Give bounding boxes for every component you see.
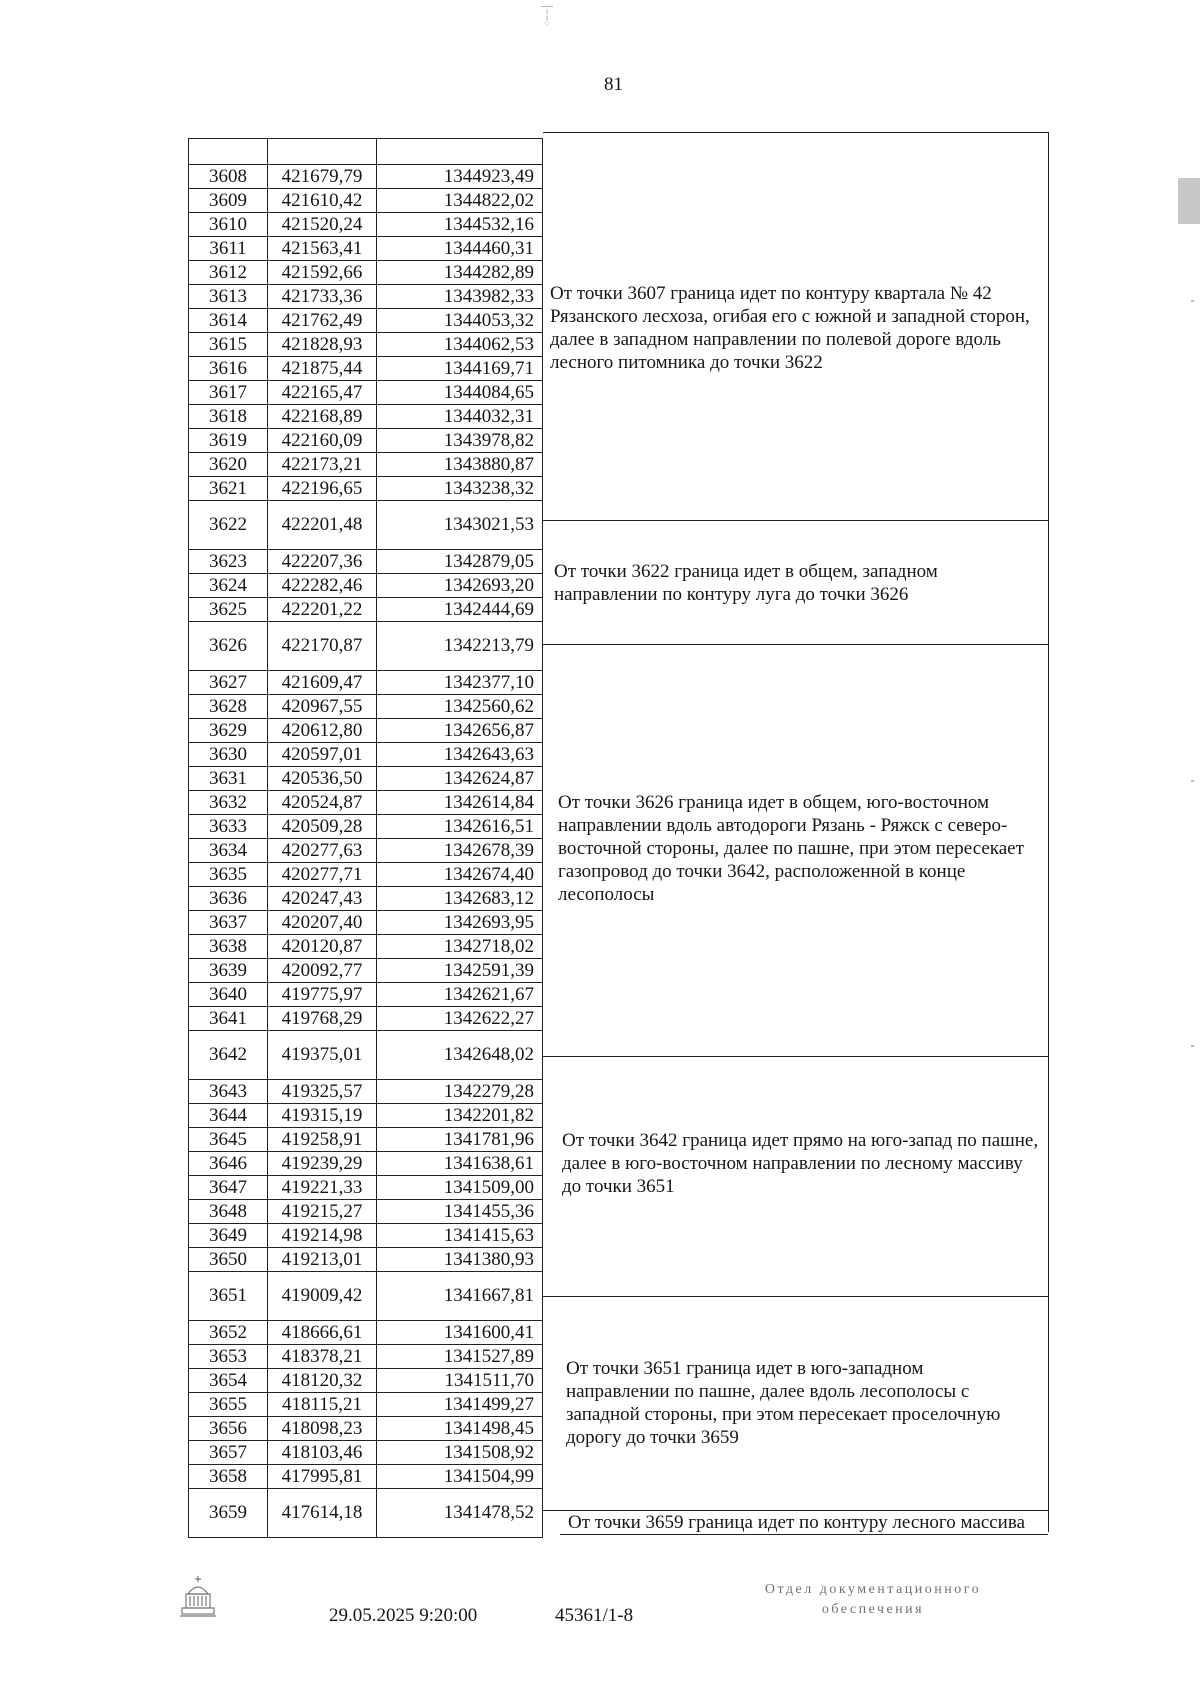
- point-number-cell: 3609: [189, 189, 268, 213]
- y-coordinate-cell: 1342656,87: [377, 719, 543, 743]
- x-coordinate-cell: 421610,42: [268, 189, 377, 213]
- y-coordinate-cell: 1341527,89: [377, 1345, 543, 1369]
- table-row: [189, 1345, 543, 1369]
- table-row: [189, 671, 543, 695]
- y-coordinate-cell: 1342879,05: [377, 550, 543, 574]
- table-row: [189, 501, 543, 550]
- x-coordinate-cell: 422173,21: [268, 453, 377, 477]
- table-row: [189, 1200, 543, 1224]
- table-row: [189, 285, 543, 309]
- table-row: [189, 333, 543, 357]
- x-coordinate-cell: 419213,01: [268, 1248, 377, 1272]
- table-row: [189, 213, 543, 237]
- y-coordinate-cell: 1341478,52: [377, 1489, 543, 1538]
- x-coordinate-cell: 420967,55: [268, 695, 377, 719]
- x-coordinate-cell: 420120,87: [268, 935, 377, 959]
- page-number: 81: [604, 74, 623, 95]
- x-coordinate-cell: 420597,01: [268, 743, 377, 767]
- y-coordinate-cell: 1342279,28: [377, 1080, 543, 1104]
- table-row: [189, 453, 543, 477]
- scan-artifact: ╌╌ ╎ ⁘: [540, 2, 554, 29]
- y-coordinate-cell: 1344032,31: [377, 405, 543, 429]
- y-coordinate-cell: 1344460,31: [377, 237, 543, 261]
- table-row: [189, 935, 543, 959]
- table-row: [189, 911, 543, 935]
- y-coordinate-cell: 1342718,02: [377, 935, 543, 959]
- point-number-cell: 3647: [189, 1176, 268, 1200]
- x-coordinate-cell: 420092,77: [268, 959, 377, 983]
- table-row: [189, 1224, 543, 1248]
- y-coordinate-cell: 1343880,87: [377, 453, 543, 477]
- point-number-cell: 3650: [189, 1248, 268, 1272]
- x-coordinate-cell: 420277,63: [268, 839, 377, 863]
- x-coordinate-cell: 419009,42: [268, 1272, 377, 1321]
- y-coordinate-cell: 1343021,53: [377, 501, 543, 550]
- table-row: [189, 477, 543, 501]
- x-coordinate-cell: 420612,80: [268, 719, 377, 743]
- table-row: [189, 1417, 543, 1441]
- y-coordinate-cell: 1342678,39: [377, 839, 543, 863]
- x-coordinate-cell: 421828,93: [268, 333, 377, 357]
- point-number-cell: 3655: [189, 1393, 268, 1417]
- y-coordinate-cell: 1342616,51: [377, 815, 543, 839]
- table-row: [189, 767, 543, 791]
- table-row: [189, 1272, 543, 1321]
- scan-edge-dot: [1191, 780, 1194, 782]
- x-coordinate-cell: 419239,29: [268, 1152, 377, 1176]
- point-number-cell: 3631: [189, 767, 268, 791]
- footer-stamp-line1: Отдел документационного: [764, 1582, 982, 1597]
- x-coordinate-cell: 422168,89: [268, 405, 377, 429]
- table-row: [189, 189, 543, 213]
- y-coordinate-cell: 1343978,82: [377, 429, 543, 453]
- y-coordinate-cell: 1344053,32: [377, 309, 543, 333]
- y-coordinate-cell: 1341638,61: [377, 1152, 543, 1176]
- y-coordinate-cell: 1342614,84: [377, 791, 543, 815]
- point-number-cell: 3622: [189, 501, 268, 550]
- x-coordinate-cell: 420277,71: [268, 863, 377, 887]
- coordinates-table: [188, 138, 543, 1538]
- table-row: [189, 1152, 543, 1176]
- point-number-cell: 3617: [189, 381, 268, 405]
- point-number-cell: 3648: [189, 1200, 268, 1224]
- y-coordinate-cell: 1344062,53: [377, 333, 543, 357]
- footer-stamp-line2: обеспечения: [821, 1602, 925, 1617]
- table-row: [189, 165, 543, 189]
- point-number-cell: 3641: [189, 1007, 268, 1031]
- x-coordinate-cell: 421875,44: [268, 357, 377, 381]
- x-coordinate-cell: 420509,28: [268, 815, 377, 839]
- x-coordinate-cell: 419221,33: [268, 1176, 377, 1200]
- y-coordinate-cell: 1344084,65: [377, 381, 543, 405]
- point-number-cell: 3618: [189, 405, 268, 429]
- scan-edge-dot: [1191, 300, 1194, 302]
- table-row: [189, 863, 543, 887]
- description-column: [543, 132, 1053, 1536]
- y-coordinate-cell: 1341508,92: [377, 1441, 543, 1465]
- point-number-cell: 3627: [189, 671, 268, 695]
- x-coordinate-cell: 418103,46: [268, 1441, 377, 1465]
- description-3659: От точки 3659 граница идет по контуру лесного массива: [568, 1512, 1026, 1533]
- x-coordinate-cell: 422201,22: [268, 598, 377, 622]
- point-number-cell: 3653: [189, 1345, 268, 1369]
- y-coordinate-cell: 1341511,70: [377, 1369, 543, 1393]
- point-number-cell: 3657: [189, 1441, 268, 1465]
- y-coordinate-cell: 1342444,69: [377, 598, 543, 622]
- point-number-cell: 3659: [189, 1489, 268, 1538]
- y-coordinate-cell: 1341600,41: [377, 1321, 543, 1345]
- x-coordinate-cell: 421762,49: [268, 309, 377, 333]
- point-number-cell: 3623: [189, 550, 268, 574]
- table-row: [189, 550, 543, 574]
- x-coordinate-cell: 419214,98: [268, 1224, 377, 1248]
- x-coordinate-cell: 421679,79: [268, 165, 377, 189]
- y-coordinate-cell: 1342643,63: [377, 743, 543, 767]
- description-3642-3651: От точки 3642 граница идет прямо на юго-запад по пашне, далее в юго-восточном направлении по лесному массиву до точки 3651: [562, 1130, 1039, 1197]
- y-coordinate-cell: 1342674,40: [377, 863, 543, 887]
- y-coordinate-cell: 1344282,89: [377, 261, 543, 285]
- point-number-cell: 3646: [189, 1152, 268, 1176]
- table-row: [189, 598, 543, 622]
- table-row: [189, 1441, 543, 1465]
- table-row: [189, 815, 543, 839]
- table-row: [189, 743, 543, 767]
- point-number-cell: 3610: [189, 213, 268, 237]
- point-number-cell: 3615: [189, 333, 268, 357]
- point-number-cell: 3643: [189, 1080, 268, 1104]
- x-coordinate-cell: 419315,19: [268, 1104, 377, 1128]
- table-row: [189, 983, 543, 1007]
- point-number-cell: 3624: [189, 574, 268, 598]
- table-row: [189, 887, 543, 911]
- y-coordinate-cell: [377, 139, 543, 165]
- point-number-cell: 3629: [189, 719, 268, 743]
- y-coordinate-cell: 1344923,49: [377, 165, 543, 189]
- x-coordinate-cell: 418098,23: [268, 1417, 377, 1441]
- table-row: [189, 959, 543, 983]
- y-coordinate-cell: 1344169,71: [377, 357, 543, 381]
- table-row: [189, 1031, 543, 1080]
- scan-edge-dot: [1191, 1045, 1194, 1047]
- point-number-cell: 3619: [189, 429, 268, 453]
- x-coordinate-cell: 419375,01: [268, 1031, 377, 1080]
- x-coordinate-cell: 422201,48: [268, 501, 377, 550]
- point-number-cell: 3632: [189, 791, 268, 815]
- y-coordinate-cell: 1342648,02: [377, 1031, 543, 1080]
- table-row: [189, 261, 543, 285]
- x-coordinate-cell: 417995,81: [268, 1465, 377, 1489]
- point-number-cell: 3614: [189, 309, 268, 333]
- y-coordinate-cell: 1342693,95: [377, 911, 543, 935]
- x-coordinate-cell: 419775,97: [268, 983, 377, 1007]
- description-divider: [543, 1296, 1048, 1297]
- y-coordinate-cell: 1342621,67: [377, 983, 543, 1007]
- x-coordinate-cell: 421592,66: [268, 261, 377, 285]
- x-coordinate-cell: 418378,21: [268, 1345, 377, 1369]
- x-coordinate-cell: 422282,46: [268, 574, 377, 598]
- point-number-cell: 3652: [189, 1321, 268, 1345]
- point-number-cell: 3637: [189, 911, 268, 935]
- point-number-cell: 3611: [189, 237, 268, 261]
- y-coordinate-cell: 1342560,62: [377, 695, 543, 719]
- table-row: [189, 1176, 543, 1200]
- y-coordinate-cell: 1341455,36: [377, 1200, 543, 1224]
- point-number-cell: 3645: [189, 1128, 268, 1152]
- table-row: [189, 1465, 543, 1489]
- description-divider: [543, 520, 1048, 521]
- x-coordinate-cell: 419215,27: [268, 1200, 377, 1224]
- y-coordinate-cell: 1344532,16: [377, 213, 543, 237]
- point-number-cell: 3625: [189, 598, 268, 622]
- x-coordinate-cell: 422207,36: [268, 550, 377, 574]
- table-row: [189, 1080, 543, 1104]
- table-row: [189, 622, 543, 671]
- y-coordinate-cell: 1344822,02: [377, 189, 543, 213]
- table-row: [189, 1007, 543, 1031]
- description-divider: [543, 644, 1048, 645]
- point-number-cell: 3608: [189, 165, 268, 189]
- y-coordinate-cell: 1343982,33: [377, 285, 543, 309]
- point-number-cell: 3612: [189, 261, 268, 285]
- point-number-cell: 3651: [189, 1272, 268, 1321]
- description-3651-3659: От точки 3651 граница идет в юго-западном направлении по пашне, далее вдоль лесополосы с западной стороны, при этом пересекает проселочную дорогу до точки 3659: [566, 1358, 1001, 1448]
- x-coordinate-cell: [268, 139, 377, 165]
- point-number-cell: 3626: [189, 622, 268, 671]
- y-coordinate-cell: 1341667,81: [377, 1272, 543, 1321]
- y-coordinate-cell: 1341499,27: [377, 1393, 543, 1417]
- table-row: [189, 695, 543, 719]
- point-number-cell: 3634: [189, 839, 268, 863]
- x-coordinate-cell: 420536,50: [268, 767, 377, 791]
- table-row: [189, 1489, 543, 1538]
- table-row: [189, 381, 543, 405]
- x-coordinate-cell: 419325,57: [268, 1080, 377, 1104]
- x-coordinate-cell: 418115,21: [268, 1393, 377, 1417]
- table-row: [189, 574, 543, 598]
- y-coordinate-cell: 1341498,45: [377, 1417, 543, 1441]
- point-number-cell: 3638: [189, 935, 268, 959]
- x-coordinate-cell: 422160,09: [268, 429, 377, 453]
- point-number-cell: 3658: [189, 1465, 268, 1489]
- table-row: [189, 357, 543, 381]
- table-row: [189, 1369, 543, 1393]
- point-number-cell: 3635: [189, 863, 268, 887]
- table-row: [189, 405, 543, 429]
- footer-document-number: 45361/1-8: [555, 1605, 634, 1626]
- emblem-logo: [178, 1572, 218, 1622]
- y-coordinate-cell: 1341504,99: [377, 1465, 543, 1489]
- y-coordinate-cell: 1341380,93: [377, 1248, 543, 1272]
- point-number-cell: 3636: [189, 887, 268, 911]
- point-number-cell: 3628: [189, 695, 268, 719]
- point-number-cell: 3654: [189, 1369, 268, 1393]
- y-coordinate-cell: 1342693,20: [377, 574, 543, 598]
- y-coordinate-cell: 1342213,79: [377, 622, 543, 671]
- y-coordinate-cell: 1341509,00: [377, 1176, 543, 1200]
- table-row: [189, 791, 543, 815]
- point-number-cell: 3649: [189, 1224, 268, 1248]
- x-coordinate-cell: 419258,91: [268, 1128, 377, 1152]
- table-row: [189, 1104, 543, 1128]
- table-row: [189, 1321, 543, 1345]
- point-number-cell: 3620: [189, 453, 268, 477]
- y-coordinate-cell: 1342624,87: [377, 767, 543, 791]
- description-3622-3626: От точки 3622 граница идет в общем, западном направлении по контуру луга до точки 3626: [554, 561, 938, 605]
- point-number-cell: 3621: [189, 477, 268, 501]
- x-coordinate-cell: 422196,65: [268, 477, 377, 501]
- table-row: [189, 719, 543, 743]
- y-coordinate-cell: 1341781,96: [377, 1128, 543, 1152]
- point-number-cell: 3616: [189, 357, 268, 381]
- x-coordinate-cell: 418120,32: [268, 1369, 377, 1393]
- x-coordinate-cell: 422165,47: [268, 381, 377, 405]
- y-coordinate-cell: 1342683,12: [377, 887, 543, 911]
- point-number-cell: 3630: [189, 743, 268, 767]
- y-coordinate-cell: 1342377,10: [377, 671, 543, 695]
- point-number-cell: 3642: [189, 1031, 268, 1080]
- description-3626-3642: От точки 3626 граница идет в общем, юго-восточном направлении вдоль автодороги Рязань - Ряжск с северо-восточной стороны, далее по пашне, при этом пересекает газопровод до точки 3642, расположенной в конце лесополосы: [558, 792, 1024, 905]
- x-coordinate-cell: 420247,43: [268, 887, 377, 911]
- x-coordinate-cell: 421563,41: [268, 237, 377, 261]
- footer-stamp: [728, 1580, 1018, 1620]
- footer-date: 29.05.2025 9:20:00: [329, 1605, 478, 1626]
- y-coordinate-cell: 1341415,63: [377, 1224, 543, 1248]
- x-coordinate-cell: 421609,47: [268, 671, 377, 695]
- table-row: [189, 237, 543, 261]
- description-bottom-border: [560, 1534, 1048, 1535]
- point-number-cell: 3644: [189, 1104, 268, 1128]
- point-number-cell: [189, 139, 268, 165]
- x-coordinate-cell: 420207,40: [268, 911, 377, 935]
- point-number-cell: 3639: [189, 959, 268, 983]
- table-row: [189, 309, 543, 333]
- table-row: [189, 839, 543, 863]
- x-coordinate-cell: 418666,61: [268, 1321, 377, 1345]
- x-coordinate-cell: 417614,18: [268, 1489, 377, 1538]
- table-row: [189, 429, 543, 453]
- point-number-cell: 3656: [189, 1417, 268, 1441]
- x-coordinate-cell: 421733,36: [268, 285, 377, 309]
- point-number-cell: 3640: [189, 983, 268, 1007]
- x-coordinate-cell: 419768,29: [268, 1007, 377, 1031]
- x-coordinate-cell: 421520,24: [268, 213, 377, 237]
- y-coordinate-cell: 1343238,32: [377, 477, 543, 501]
- y-coordinate-cell: 1342201,82: [377, 1104, 543, 1128]
- coordinates-table-body: [189, 139, 543, 1538]
- description-3607-3622: От точки 3607 граница идет по контуру квартала № 42 Рязанского лесхоза, огибая его с южной и западной сторон, далее в западном направлении по полевой дороге вдоль лесного питомника до точки 3622: [550, 283, 1030, 373]
- x-coordinate-cell: 422170,87: [268, 622, 377, 671]
- table-row: [189, 1248, 543, 1272]
- description-divider: [543, 1056, 1048, 1057]
- table-row: [189, 139, 543, 165]
- x-coordinate-cell: 420524,87: [268, 791, 377, 815]
- point-number-cell: 3613: [189, 285, 268, 309]
- y-coordinate-cell: 1342591,39: [377, 959, 543, 983]
- table-row: [189, 1393, 543, 1417]
- scan-edge-mark: [1178, 178, 1200, 224]
- table-row: [189, 1128, 543, 1152]
- y-coordinate-cell: 1342622,27: [377, 1007, 543, 1031]
- point-number-cell: 3633: [189, 815, 268, 839]
